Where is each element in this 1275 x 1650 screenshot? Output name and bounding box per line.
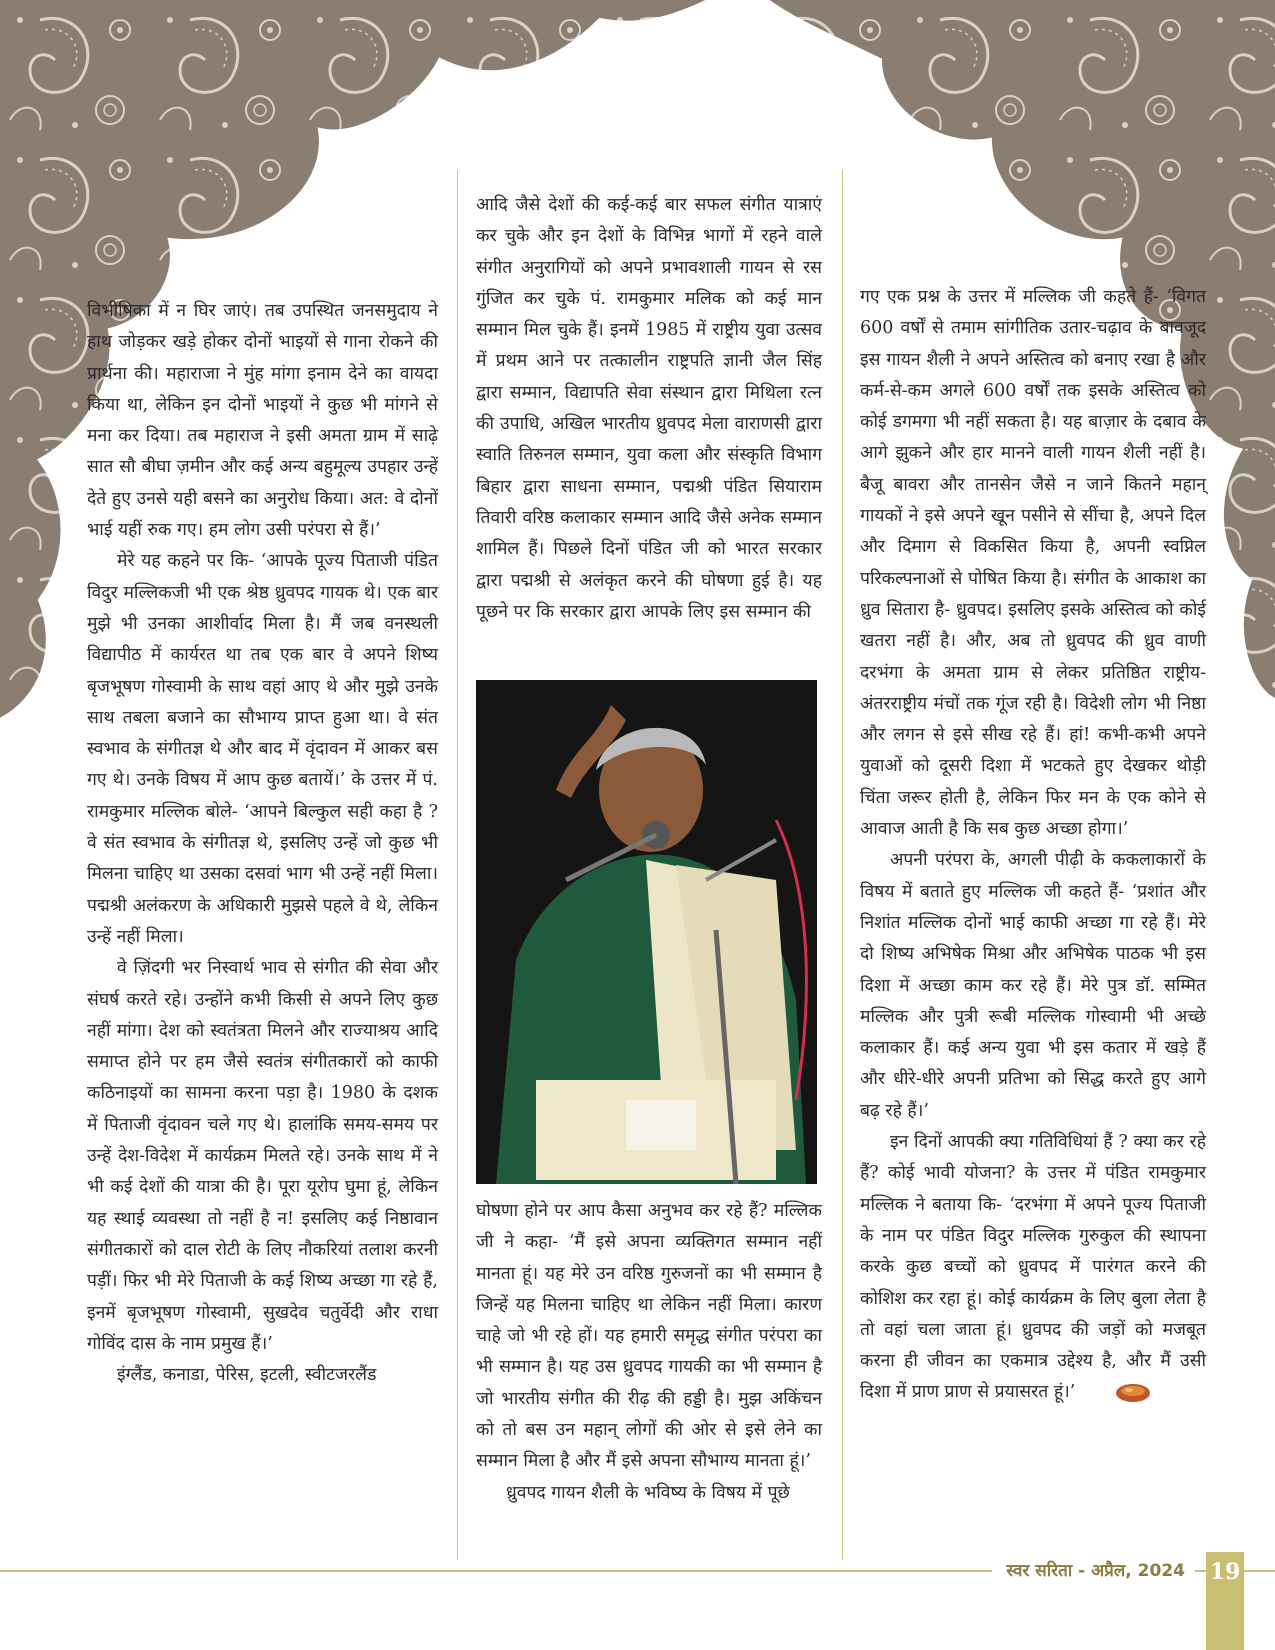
singer-photo (476, 680, 817, 1184)
paragraph: आदि जैसे देशों की कई-कई बार सफल संगीत यात्राएं कर चुके और इन देशों के विभिन्न भागों में रहने वाले संगीत अनुरागियों को अपने प्रभावशाली गायन से रस गुंजित कर चुके पं. रामकुमार मलिक को कई मान सम्मान मिल चुके हैं। इनमें 1985 में राष्ट्रीय युवा उत्सव में प्रथम आने पर तत्कालीन राष्ट्रपति ज्ञानी जैल सिंह द्वारा सम्मान, विद्यापति सेवा संस्थान द्वारा मिथिला रत्न की उपाधि, अखिल भारतीय ध्रुवपद मेला वाराणसी द्वारा स्वाति तिरुनल सम्मान, युवा कला और संस्कृति विभाग बिहार द्वारा साधना सम्मान, पद्मश्री पंडित सियाराम तिवारी वरिष्ठ कलाकार सम्मान आदि जैसे अनेक सम्मान शामिल हैं। पिछले दिनों पंडित जी को भारत सरकार द्वारा पद्मश्री से अलंकृत करने की घोषणा हुई है। यह पूछने पर कि सरकार द्वारा आपके लिए इस सम्मान की (476, 195, 822, 622)
article-column-3 (860, 282, 1206, 1409)
paragraph (860, 1127, 1206, 1409)
article-column-1 (87, 296, 438, 1391)
column-divider-1 (457, 170, 458, 1560)
paragraph: वे ज़िंदगी भर निस्वार्थ भाव से संगीत की सेवा और संघर्ष करते रहे। उन्होंने कभी किसी से अपने लिए कुछ नहीं मांगा। देश को स्वतंत्रता मिलने और राज्याश्रय आदि समाप्त होने पर हम जैसे स्वतंत्र संगीतकारों को काफी कठिनाइयों का सामना करना पड़ा है। 1980 के दशक में पिताजी वृंदावन चले गए थे। हालांकि समय-समय पर उन्हें देश-विदेश में कार्यक्रम मिलते रहे। उनके साथ में ने भी कई देशों की यात्रा की है। पूरा यूरोप घुमा हूं, लेकिन यह स्थाई व्यवस्था तो नहीं है न! इसलिए कई निष्ठावान संगीतकारों को दाल रोटी के लिए नौकरियां तलाश करनी पड़ीं। फिर भी मेरे पिताजी के कई शिष्य अच्छा गा रहे हैं, इनमें बृजभूषण गोस्वामी, सुखदेव चतुर्वेदी और राधा गोविंद दास के नाम प्रमुख हैं।’ (87, 958, 438, 1354)
article-column-2-top (476, 190, 822, 628)
paragraph: ध्रुवपद गायन शैली के भविष्य के विषय में पूछे (506, 1482, 790, 1503)
page-number: 19 (1206, 1552, 1244, 1650)
paragraph-text: इन दिनों आपकी क्या गतिविधियां हैं ? क्या कर रहे हैं? कोई भावी योजना? के उत्तर में पंडित रामकुमार मल्लिक ने बताया कि- ‘दरभंगा में अपने पूज्य पिताजी के नाम पर पंडित विदुर मल्लिक गुरुकुल की स्थापना करके कुछ बच्चों को ध्रुवपद में पारंगत करने की कोशिश कर रहा हूं। कोई कार्यक्रम के लिए बुला लेता है तो वहां चला जाता हूं। ध्रुवपद की जड़ों को मजबूत करना ही जीवन का एकमात्र उद्देश्य है, और मैं उसी दिशा में प्राण प्राण से प्रयासरत हूं।’ (860, 1132, 1206, 1403)
paragraph: मेरे यह कहने पर कि- ‘आपके पूज्य पिताजी पंडित विदुर मल्लिकजी भी एक श्रेष्ठ ध्रुवपद गायक थे। एक बार मुझे भी उनका आशीर्वाद मिला है। मैं जब वनस्थली विद्यापीठ में कार्यरत था तब एक बार वे अपने शिष्य बृजभूषण गोस्वामी के साथ वहां आए थे और मुझे उनके साथ तबला बजाने का सौभाग्य प्राप्त हुआ था। वे संत स्वभाव के संगीतज्ञ थे और बाद में वृंदावन में आकर बस गए थे। उनके विषय में आप कुछ बतायें।’ के उत्तर में पं. रामकुमार मल्लिक बोले- ‘आपने बिल्कुल सही कहा है ? वे संत स्वभाव के संगीतज्ञ थे, इसलिए उन्हें जो कुछ भी मिलना चाहिए था उसका दसवां भाग भी उन्हें नहीं मिला। पद्मश्री अलंकरण के अधिकारी मुझसे पहले वे थे, लेकिन उन्हें नहीं मिला। (87, 551, 438, 947)
footer-magazine-issue: स्वर सरिता - अप्रैल, 2024 (992, 1556, 1195, 1586)
paragraph: इंग्लैंड, कनाडा, पेरिस, इटली, स्वीटजरलैंड (117, 1365, 377, 1386)
article-end-mark-icon (1115, 1383, 1151, 1403)
paragraph: गए एक प्रश्न के उत्तर में मल्लिक जी कहते हैं- ‘विगत 600 वर्षों से तमाम सांगीतिक उतार-चढ़ाव के बावजूद इस गायन शैली ने अपने अस्तित्व को बनाए रखा है और कर्म-से-कम अगले 600 वर्षों तक इसके अस्तित्व को कोई डगमगा भी नहीं सकता है। यह बाज़ार के दबाव के आगे झुकने और हार मानने वाली गायन शैली नहीं है। बैजू बावरा और तानसेन जैसे न जाने कितने महान् गायकों ने इसे अपने खून पसीने से सींचा है, अपने दिल और दिमाग से विकसित किया है, अपनी स्वप्निल परिकल्पनाओं से पोषित किया है। संगीत के आकाश का ध्रुव सितारा है- ध्रुवपद। इसलिए इसके अस्तित्व को कोई खतरा नहीं है। और, अब तो ध्रुवपद की ध्रुव वाणी दरभंगा के अमता ग्राम से लेकर प्रतिष्ठित राष्ट्रीय-अंतरराष्ट्रीय मंचों तक गूंज रही है। विदेशी लोग भी निष्ठा और लगन से इसे सीख रहे हैं। हां! कभी-कभी अपने युवाओं को दूसरी दिशा में भटकते हुए देखकर थोड़ी चिंता जरूर होती है, लेकिन फिर मन के एक कोने से आवाज आती है कि सब कुछ अच्छा होगा।’ (860, 287, 1206, 840)
paragraph: अपनी परंपरा के, अगली पीढ़ी के ककलाकारों के विषय में बताते हुए मल्लिक जी कहते हैं- ‘प्रशांत और निशांत मल्लिक दोनों भाई काफी अच्छा गा रहे हैं। मेरे दो शिष्य अभिषेक मिश्रा और अभिषेक पाठक भी इस दिशा में अच्छा काम कर रहे हैं। मेरे पुत्र डॉ. सम्मित मल्लिक और पुत्री रूबी मल्लिक गोस्वामी भी अच्छे कलाकार हैं। कई अन्य युवा भी इस कतार में खड़े हैं और धीरे-धीरे अपनी प्रतिभा को सिद्ध करते हुए आगे बढ़ रहे हैं।’ (860, 850, 1206, 1121)
performer-illustration (476, 680, 817, 1184)
paragraph: विभीषिका में न घिर जाएं। तब उपस्थित जनसमुदाय ने हाथ जोड़कर खड़े होकर दोनों भाइयों से गाना रोकने की प्रार्थना की। महाराजा ने मुंह मांगा इनाम देने का वायदा किया था, लेकिन इन दोनों भाइयों ने कुछ भी मांगने से मना कर दिया। तब महाराज ने इसी अमता ग्राम में साढ़े सात सौ बीघा ज़मीन और कई अन्य बहुमूल्य उपहार उन्हें देते हुए उनसे यही बसने का अनुरोध किया। अत: वे दोनों भाई यहीं रुक गए। हम लोग उसी परंपरा से हैं।’ (87, 301, 438, 541)
column-divider-2 (842, 170, 843, 1560)
article-column-2-bottom (476, 1196, 822, 1509)
paragraph: घोषणा होने पर आप कैसा अनुभव कर रहे हैं? मल्लिक जी ने कहा- ‘मैं इसे अपना व्यक्तिगत सम्मान नहीं मानता हूं। यह मेरे उन वरिष्ठ गुरुजनों का भी सम्मान है जिन्हें यह मिलना चाहिए था लेकिन नहीं मिला। कारण चाहे जो भी रहे हों। यह हमारी समृद्ध संगीत परंपरा का भी सम्मान है। यह उस ध्रुवपद गायकी का भी सम्मान है जो भारतीय संगीत की रीढ़ की हड्डी है। मुझ अकिंचन को तो बस उन महान् लोगों की ओर से इसे लेने का सम्मान मिला है और मैं इसे अपना सौभाग्य मानता हूं।’ (476, 1201, 822, 1472)
